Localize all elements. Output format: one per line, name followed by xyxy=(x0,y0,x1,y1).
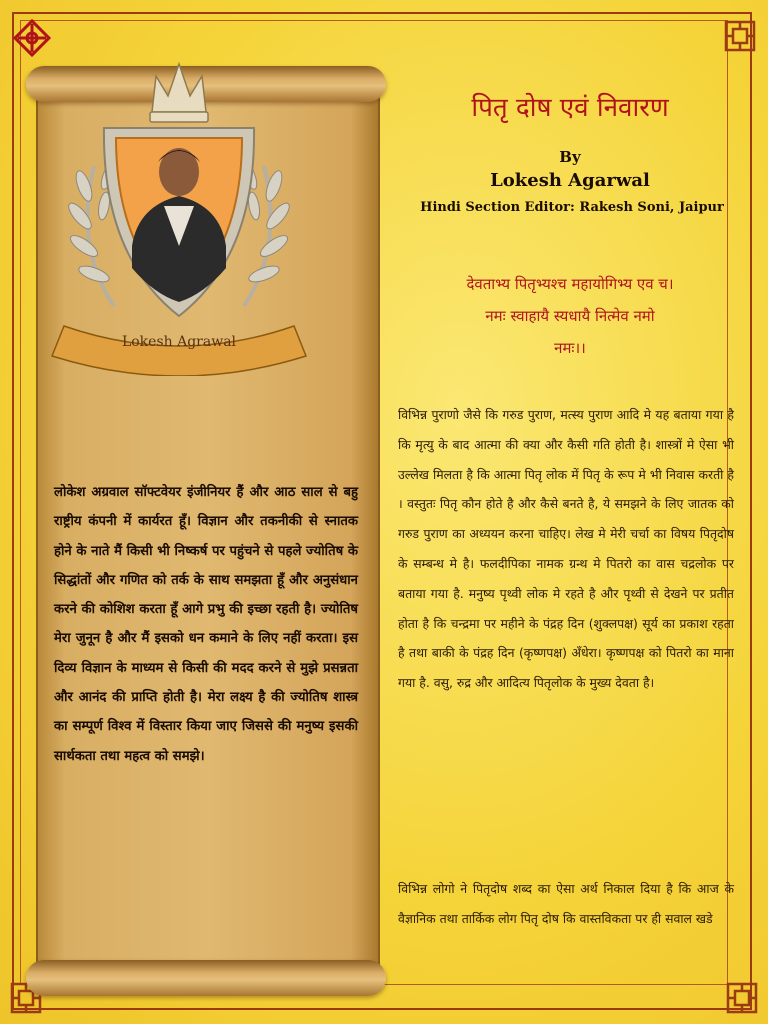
body-paragraph: विभिन्न पुराणो जैसे कि गरुड पुराण, मत्स्य पुराण आदि मे यह बताया गया है कि मृत्यु के बाद आत्मा की क्या और कैसी गति होती है। शास्त्रों मे ऐसा भी उल्लेख मिलता है कि आत्मा पितृ लोक में पितृ के रूप मे भी निवास करती है । वस्तुतः पितृ कौन होते है और कैसे बनते है, ये समझने के लिए जातक को गरुड पुराण का अध्ययन करना चाहिए। लेख मे मेरी चर्चा का विषय पितृदोष के सम्बन्ध मे है। फलदीपिका नामक ग्रन्थ मे पितरो का वास चद्रलोक पर बताया गया है. मनुष्य पृथ्वी लोक मे रहते है और पृथ्वी से देखने पर प्रतीत होता है कि चन्द्रमा पर महीने के पंद्रह दिन (शुक्लपक्ष) सूर्य का प्रकाश रहता है तथा बाकी के पंद्रह दिन (कृष्णपक्ष) अँधेरा। कृष्णपक्ष को पितरो का माना गया है. वसु, रुद्र और आदित्य पितृलोक के मुख्य देवता है। xyxy=(398,407,734,691)
shloka-line: देवताभ्य पितृभ्यश्च महायोगिभ्य एव च। xyxy=(466,275,674,293)
shloka-verse xyxy=(400,268,740,364)
author-emblem xyxy=(44,56,314,376)
ribbon-name: Lokesh Agrawal xyxy=(121,334,237,350)
shloka-line: नमः।। xyxy=(554,339,586,357)
endless-knot-icon xyxy=(12,18,52,58)
article-title: पितृ दोष एवं निवारण xyxy=(471,93,669,123)
section-editor: Hindi Section Editor: Rakesh Soni, Jaipur xyxy=(420,200,724,215)
byline-label: By xyxy=(559,148,581,166)
author-name: Lokesh Agarwal xyxy=(490,170,650,191)
shloka-line: नमः स्वाहायै स्यधायै नित्मेव नमो xyxy=(485,307,655,325)
author-bio: लोकेश अग्रवाल सॉफ्टवेयर इंजीनियर हैं और आठ साल से बहु राष्ट्रीय कंपनी में कार्यरत हूँ। विज्ञान और तकनीकी से स्नातक होने के नाते मैं किसी भी निष्कर्ष पर पहुंचने से पहले ज्योतिष के सिद्धांतों और गणित को तर्क के साथ समझता हूँ और अनुसंधान करने की कोशिश करता हूँ आगे प्रभु की इच्छा रहती है। ज्योतिष मेरा जुनून है और मैं इसको धन कमाने के लिए नहीं करता। इस दिव्य विज्ञान के माध्यम से किसी की मदद करने से मुझे प्रसन्नता और आनंद की प्राप्ति होती है। मेरा लक्ष्य है की ज्योतिष शास्त्र का सम्पूर्ण विश्व में विस्तार किया जाए जिससे की मनुष्य इसकी सार्थकता तथा महत्व को समझे। xyxy=(54,485,358,764)
endless-knot-icon xyxy=(720,16,760,56)
scroll-roll-bottom xyxy=(26,960,386,996)
endless-knot-icon xyxy=(722,978,762,1018)
body-paragraph: विभिन्न लोगो ने पितृदोष शब्द का ऐसा अर्थ निकाल दिया है कि आज के वैज्ञानिक तथा तार्किक लोग पितृ दोष कि वास्तविकता पर ही सवाल खडे xyxy=(398,881,734,926)
crown-icon xyxy=(150,64,208,122)
